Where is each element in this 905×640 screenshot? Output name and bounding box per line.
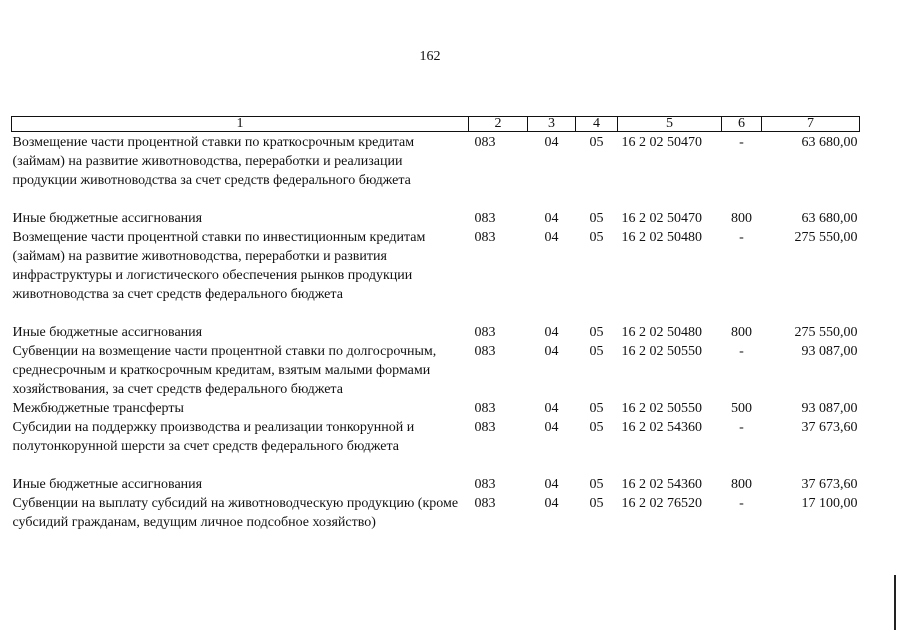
row-sum: 37 673,60 xyxy=(801,477,858,492)
row-csr: 16 2 02 50470 xyxy=(621,211,702,226)
column-header-2: 2 xyxy=(469,117,528,132)
page-number: 162 xyxy=(419,49,441,64)
row-rz: 04 xyxy=(544,420,559,435)
column-header-4: 4 xyxy=(576,117,618,132)
row-name: Иные бюджетные ассигнования xyxy=(12,211,203,226)
row-name: Субсидии на поддержку производства и реализации тонкорунной и полутонкорунной шерсти за счет средств федерального бюджета xyxy=(12,420,415,454)
row-csr: 16 2 02 50480 xyxy=(621,230,702,245)
row-gr: 083 xyxy=(474,401,496,416)
row-pr: 05 xyxy=(589,496,604,511)
table-header xyxy=(12,117,860,132)
row-rz: 04 xyxy=(544,496,559,511)
row-sum: 275 550,00 xyxy=(794,230,858,245)
row-sum: 275 550,00 xyxy=(794,325,858,340)
row-pr: 05 xyxy=(589,477,604,492)
row-gr: 083 xyxy=(474,496,496,511)
row-csr: 16 2 02 50550 xyxy=(621,401,702,416)
row-csr: 16 2 02 76520 xyxy=(621,496,702,511)
row-name: Иные бюджетные ассигнования xyxy=(12,325,203,340)
row-pr: 05 xyxy=(589,420,604,435)
scan-edge-line xyxy=(894,575,896,630)
column-header-6: 6 xyxy=(722,117,762,132)
row-csr: 16 2 02 50480 xyxy=(621,325,702,340)
table-row xyxy=(12,399,860,418)
row-vr: 800 xyxy=(731,211,752,226)
row-gr: 083 xyxy=(474,325,496,340)
table-row xyxy=(12,228,860,304)
row-pr: 05 xyxy=(589,325,604,340)
column-header-5: 5 xyxy=(618,117,722,132)
row-csr: 16 2 02 50470 xyxy=(621,135,702,150)
row-gr: 083 xyxy=(474,135,496,150)
budget-table xyxy=(11,116,860,532)
row-rz: 04 xyxy=(544,344,559,359)
row-sum: 37 673,60 xyxy=(801,420,858,435)
row-pr: 05 xyxy=(589,344,604,359)
row-pr: 05 xyxy=(589,211,604,226)
row-name: Субвенции на возмещение части процентной ставки по долгосрочным, среднесрочным и краткосрочным кредитам, взятым малыми формами хозяйствования, за счет средств федерального бюджета xyxy=(12,344,437,397)
row-vr: 800 xyxy=(731,477,752,492)
row-rz: 04 xyxy=(544,135,559,150)
column-header-1: 1 xyxy=(12,117,469,132)
row-csr: 16 2 02 54360 xyxy=(621,477,702,492)
row-name: Субвенции на выплату субсидий на животноводческую продукцию (кроме субсидий гражданам, ведущим личное подсобное хозяйство) xyxy=(12,496,459,530)
row-vr: - xyxy=(739,344,744,359)
row-spacer xyxy=(12,304,860,323)
table-row xyxy=(12,418,860,456)
row-name: Межбюджетные трансферты xyxy=(12,401,184,416)
row-csr: 16 2 02 50550 xyxy=(621,344,702,359)
row-gr: 083 xyxy=(474,230,496,245)
table-row xyxy=(12,132,860,191)
row-vr: 800 xyxy=(731,325,752,340)
row-vr: - xyxy=(739,230,744,245)
table-row xyxy=(12,494,860,532)
row-gr: 083 xyxy=(474,420,496,435)
row-vr: - xyxy=(739,496,744,511)
row-rz: 04 xyxy=(544,211,559,226)
row-name: Иные бюджетные ассигнования xyxy=(12,477,203,492)
row-rz: 04 xyxy=(544,401,559,416)
row-rz: 04 xyxy=(544,477,559,492)
column-header-3: 3 xyxy=(528,117,576,132)
row-name: Возмещение части процентной ставки по краткосрочным кредитам (займам) на развитие животноводства, переработки и реализации продукции животноводства за счет средств федерального бюджета xyxy=(12,135,415,188)
row-sum: 63 680,00 xyxy=(801,135,858,150)
column-header-7: 7 xyxy=(762,117,860,132)
row-vr: 500 xyxy=(731,401,752,416)
table-row xyxy=(12,475,860,494)
row-name: Возмещение части процентной ставки по инвестиционным кредитам (займам) на развитие животноводства, переработки и развития инфраструктуры и логистического обеспечения рынков продукции животноводства за счет средств федерального бюджета xyxy=(12,230,426,302)
row-spacer xyxy=(12,456,860,475)
row-sum: 17 100,00 xyxy=(801,496,858,511)
row-spacer xyxy=(12,190,860,209)
row-sum: 93 087,00 xyxy=(801,344,858,359)
row-sum: 93 087,00 xyxy=(801,401,858,416)
row-gr: 083 xyxy=(474,211,496,226)
row-rz: 04 xyxy=(544,230,559,245)
row-csr: 16 2 02 54360 xyxy=(621,420,702,435)
table-row xyxy=(12,323,860,342)
row-vr: - xyxy=(739,420,744,435)
row-gr: 083 xyxy=(474,477,496,492)
table-row xyxy=(12,342,860,399)
row-pr: 05 xyxy=(589,230,604,245)
table-row xyxy=(12,209,860,228)
row-pr: 05 xyxy=(589,401,604,416)
row-gr: 083 xyxy=(474,344,496,359)
row-sum: 63 680,00 xyxy=(801,211,858,226)
row-pr: 05 xyxy=(589,135,604,150)
row-rz: 04 xyxy=(544,325,559,340)
row-vr: - xyxy=(739,135,744,150)
